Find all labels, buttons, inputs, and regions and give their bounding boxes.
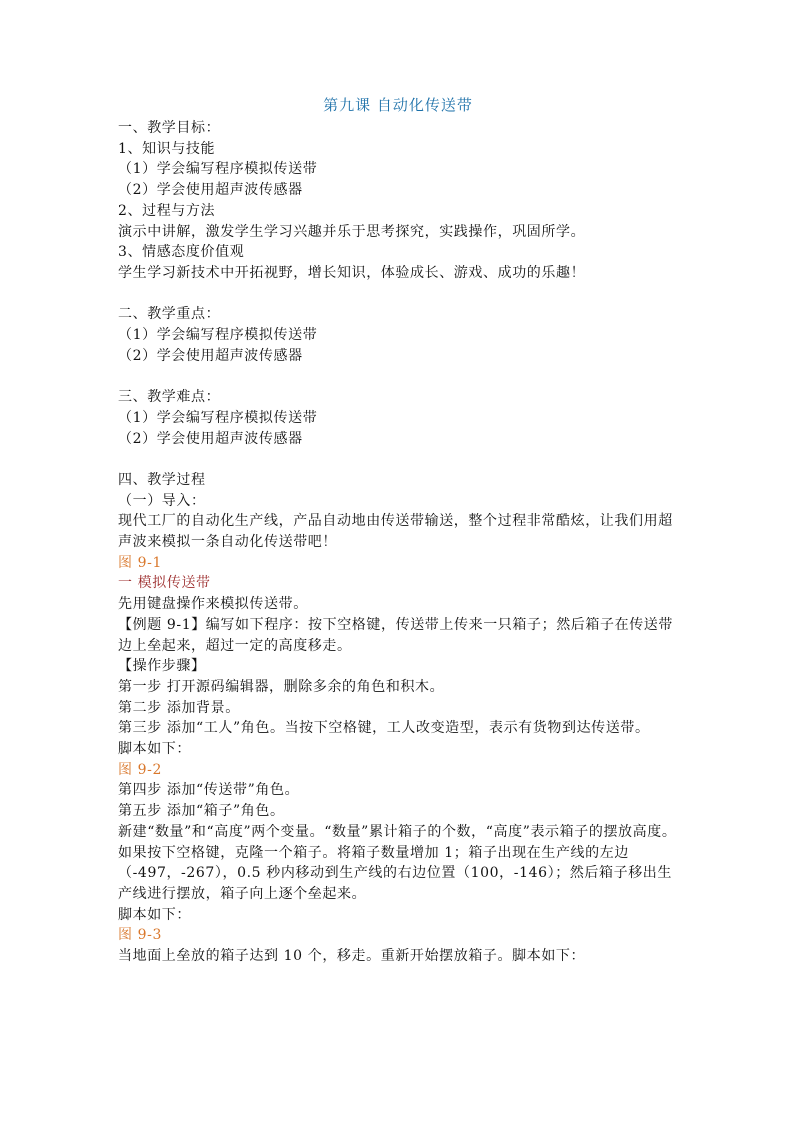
figure-9-2-caption: 图 9-2 — [118, 761, 162, 778]
difficulties-heading: 三、教学难点： — [118, 389, 221, 406]
knowledge-item-2: （2）学会使用超声波传感器 — [118, 182, 303, 199]
variables-text: 新建“数量”和“高度”两个变量。“数量”累计箱子的个数，“高度”表示箱子的摆放高度。 — [118, 823, 677, 840]
section-intro-text: 先用键盘操作来模拟传送带。 — [118, 596, 308, 613]
emotion-heading: 3、情感态度价值观 — [118, 244, 245, 261]
process-method-text: 演示中讲解，激发学生学习兴趣并乐于思考探究，实践操作，巩固所学。 — [118, 223, 586, 240]
lesson-title: 第九课 自动化传送带 — [323, 96, 473, 114]
difficulties-item-2: （2）学会使用超声波传感器 — [118, 430, 303, 447]
script-label-2: 脚本如下： — [118, 906, 191, 923]
step-1: 第一步 打开源码编辑器，删除多余的角色和积木。 — [118, 678, 445, 695]
final-text: 当地面上垒放的箱子达到 10 个，移走。重新开始摆放箱子。脚本如下： — [118, 948, 586, 965]
goals-heading: 一、教学目标： — [118, 120, 221, 136]
section-simulate-conveyor: 一 模拟传送带 — [118, 575, 211, 592]
knowledge-item-1: （1）学会编写程序模拟传送带 — [118, 161, 318, 178]
figure-9-1-caption: 图 9-1 — [118, 554, 162, 571]
emotion-text: 学生学习新技术中开拓视野，增长知识，体验成长、游戏、成功的乐趣！ — [118, 264, 586, 281]
difficulties-item-1: （1）学会编写程序模拟传送带 — [118, 409, 318, 426]
step-5: 第五步 添加“箱子”角色。 — [118, 803, 285, 820]
spacer — [118, 366, 734, 387]
script-label-1: 脚本如下： — [118, 741, 191, 758]
figure-9-3-caption: 图 9-3 — [118, 927, 162, 944]
step-2: 第二步 添加背景。 — [118, 699, 240, 716]
example-9-1-text: 【例题 9-1】编写如下程序：按下空格键，传送带上传来一只箱子；然后箱子在传送带边上垒起来，超过一定的高度移走。 — [118, 616, 673, 654]
teaching-process-heading: 四、教学过程 — [118, 471, 206, 488]
steps-heading: 【操作步骤】 — [118, 658, 206, 675]
spacer — [118, 449, 734, 470]
keypoints-heading: 二、教学重点： — [118, 306, 221, 323]
step-4: 第四步 添加“传送带”角色。 — [118, 782, 300, 799]
keypoints-item-2: （2）学会使用超声波传感器 — [118, 347, 303, 364]
step-3: 第三步 添加“工人”角色。当按下空格键，工人改变造型，表示有货物到达传送带。 — [118, 720, 650, 737]
process-method-heading: 2、过程与方法 — [118, 202, 216, 219]
knowledge-heading: 1、知识与技能 — [118, 140, 216, 157]
spacer — [118, 284, 734, 305]
keypoints-item-1: （1）学会编写程序模拟传送带 — [118, 327, 318, 344]
intro-heading: （一）导入： — [118, 492, 206, 509]
intro-text: 现代工厂的自动化生产线，产品自动地由传送带输送，整个过程非常酷炫，让我们用超声波来模拟一条自动化传送带吧！ — [118, 513, 673, 551]
clone-text: 如果按下空格键，克隆一个箱子。将箱子数量增加 1；箱子出现在生产线的左边（-497，-267），0.5 秒内移动到生产线的右边位置（100，-146）；然后箱子移出生产线进行摆放，箱子向上逐个垒起来。 — [118, 844, 672, 902]
